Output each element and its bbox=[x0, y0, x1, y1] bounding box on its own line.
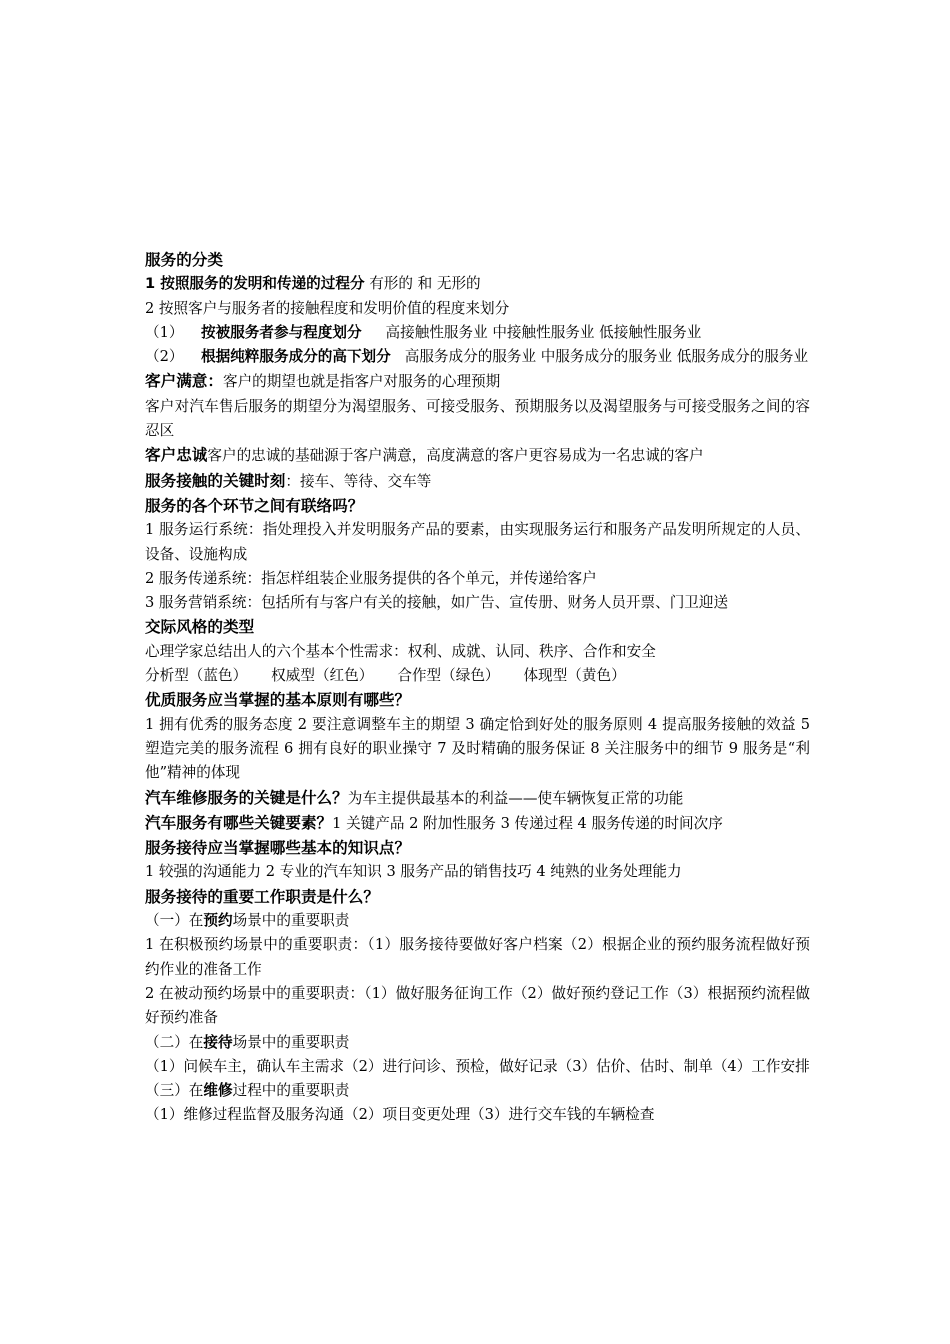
paragraph-line bbox=[145, 469, 810, 494]
text-run: 有形的 和 无形的 bbox=[364, 275, 481, 293]
text-run: 场景中的重要职责 bbox=[232, 912, 350, 930]
text-run: 高服务成分的服务业 中服务成分的服务业 低服务成分的服务业 bbox=[404, 348, 809, 366]
paragraph-line: （1）维修过程监督及服务沟通（2）项目变更处理（3）进行交车钱的车辆检查 bbox=[145, 1106, 655, 1124]
list-item bbox=[145, 321, 810, 345]
paragraph-line: 1 在积极预约场景中的重要职责：（1）服务接待要做好客户档案（2）根据企业的预约服务流程做好预约作业的准备工作 bbox=[145, 936, 810, 978]
paragraph-line: 3 服务营销系统：包括所有与客户有关的接触，如广告、宣传册、财务人员开票、门卫迎送 bbox=[145, 594, 729, 612]
bold-label: 维修 bbox=[203, 1082, 233, 1100]
heading-links: 服务的各个环节之间有联络吗？ bbox=[145, 496, 364, 515]
bold-label: 客户忠诚 bbox=[145, 446, 208, 465]
paragraph-line: 客户对汽车售后服务的期望分为渴望服务、可接受服务、预期服务以及渴望服务与可接受服务之间的容忍区 bbox=[145, 397, 810, 440]
paragraph-line: 心理学家总结出人的六个基本个性需求：权利、成就、认同、秩序、合作和安全 bbox=[145, 642, 656, 660]
text-run: 客户的期望也就是指客户对服务的心理预期 bbox=[222, 373, 501, 391]
paragraph-line: 2 在被动预约场景中的重要职责：（1）做好服务征询工作（2）做好预约登记工作（3）根据预约流程做好预约准备 bbox=[145, 984, 810, 1027]
paragraph-line bbox=[145, 811, 810, 836]
subheading bbox=[145, 909, 810, 933]
list-item bbox=[145, 345, 810, 369]
list-number: （2） bbox=[145, 348, 184, 366]
text-run: 过程中的重要职责 bbox=[232, 1082, 350, 1100]
bold-label: 1 按照服务的发明和传递的过程分 bbox=[145, 275, 365, 293]
paragraph-line bbox=[145, 272, 810, 296]
bold-label: 预约 bbox=[203, 912, 233, 930]
bold-label: 按被服务者参与程度划分 bbox=[201, 323, 362, 341]
style-type: 合作型（绿色） bbox=[397, 667, 500, 685]
bold-label: 服务接触的关键时刻 bbox=[145, 471, 286, 490]
paragraph-line: 1 服务运行系统：指处理投入并发明服务产品的要素，由实现服务运行和服务产品发明所规定的人员、设备、设施构成 bbox=[145, 521, 810, 563]
paragraph-line bbox=[145, 786, 810, 811]
subheading bbox=[145, 1079, 810, 1103]
heading-principles: 优质服务应当掌握的基本原则有哪些？ bbox=[145, 691, 411, 710]
bold-label: 客户满意： bbox=[145, 372, 223, 391]
text-run: 1 关键产品 2 附加性服务 3 传递过程 4 服务传递的时间次序 bbox=[332, 814, 723, 832]
bold-label: 汽车维修服务的关键是什么？ bbox=[145, 788, 348, 807]
bold-label: 汽车服务有哪些关键要素？ bbox=[145, 813, 333, 832]
list-number: （1） bbox=[145, 323, 184, 341]
style-type: 权威型（红色） bbox=[271, 667, 374, 685]
paragraph-line bbox=[145, 369, 810, 394]
style-type: 分析型（蓝色） bbox=[145, 667, 248, 685]
text-run: 客户的忠诚的基础源于客户满意，高度满意的客户更容易成为一名忠诚的客户 bbox=[207, 447, 704, 465]
document-page bbox=[145, 248, 810, 1128]
text-run: 为车主提供最基本的利益——使车辆恢复正常的功能 bbox=[347, 789, 684, 807]
paragraph-line: 2 按照客户与服务者的接触程度和发明价值的程度来划分 bbox=[145, 299, 510, 317]
style-type: 体现型（黄色） bbox=[523, 667, 626, 685]
text-run: （一）在 bbox=[145, 912, 204, 930]
paragraph-line: 1 较强的沟通能力 2 专业的汽车知识 3 服务产品的销售技巧 4 纯熟的业务处理能力 bbox=[145, 863, 682, 881]
text-run: ：接车、等待、交车等 bbox=[285, 472, 432, 490]
text-run: 高接触性服务业 中接触性服务业 低接触性服务业 bbox=[385, 323, 702, 341]
subheading bbox=[145, 1031, 810, 1055]
paragraph-line bbox=[145, 443, 810, 468]
heading-knowledge: 服务接待应当掌握哪些基本的知识点？ bbox=[145, 839, 411, 858]
paragraph-line: （1）问候车主，确认车主需求（2）进行问诊、预检，做好记录（3）估价、估时、制单（4）工作安排 bbox=[145, 1057, 810, 1075]
paragraph-line: 1 拥有优秀的服务态度 2 要注意调整车主的期望 3 确定恰到好处的服务原则 4 提高服务接触的效益 5 塑造完美的服务流程 6 拥有良好的职业操守 7 及时精确的服务保证 8 关注服务中的细节 9 服务是“利他”精神的体现 bbox=[145, 715, 810, 782]
heading-duties: 服务接待的重要工作职责是什么？ bbox=[145, 887, 379, 906]
heading-styles: 交际风格的类型 bbox=[145, 618, 255, 637]
bold-label: 接待 bbox=[203, 1033, 233, 1051]
text-run: （二）在 bbox=[145, 1033, 204, 1051]
bold-label: 根据纯粹服务成分的高下划分 bbox=[201, 348, 391, 366]
text-run: （三）在 bbox=[145, 1082, 204, 1100]
paragraph-line: 2 服务传递系统：指怎样组装企业服务提供的各个单元，并传递给客户 bbox=[145, 569, 597, 587]
heading-service-classification: 服务的分类 bbox=[145, 251, 223, 269]
style-types-line bbox=[145, 664, 810, 688]
text-run: 场景中的重要职责 bbox=[232, 1033, 350, 1051]
